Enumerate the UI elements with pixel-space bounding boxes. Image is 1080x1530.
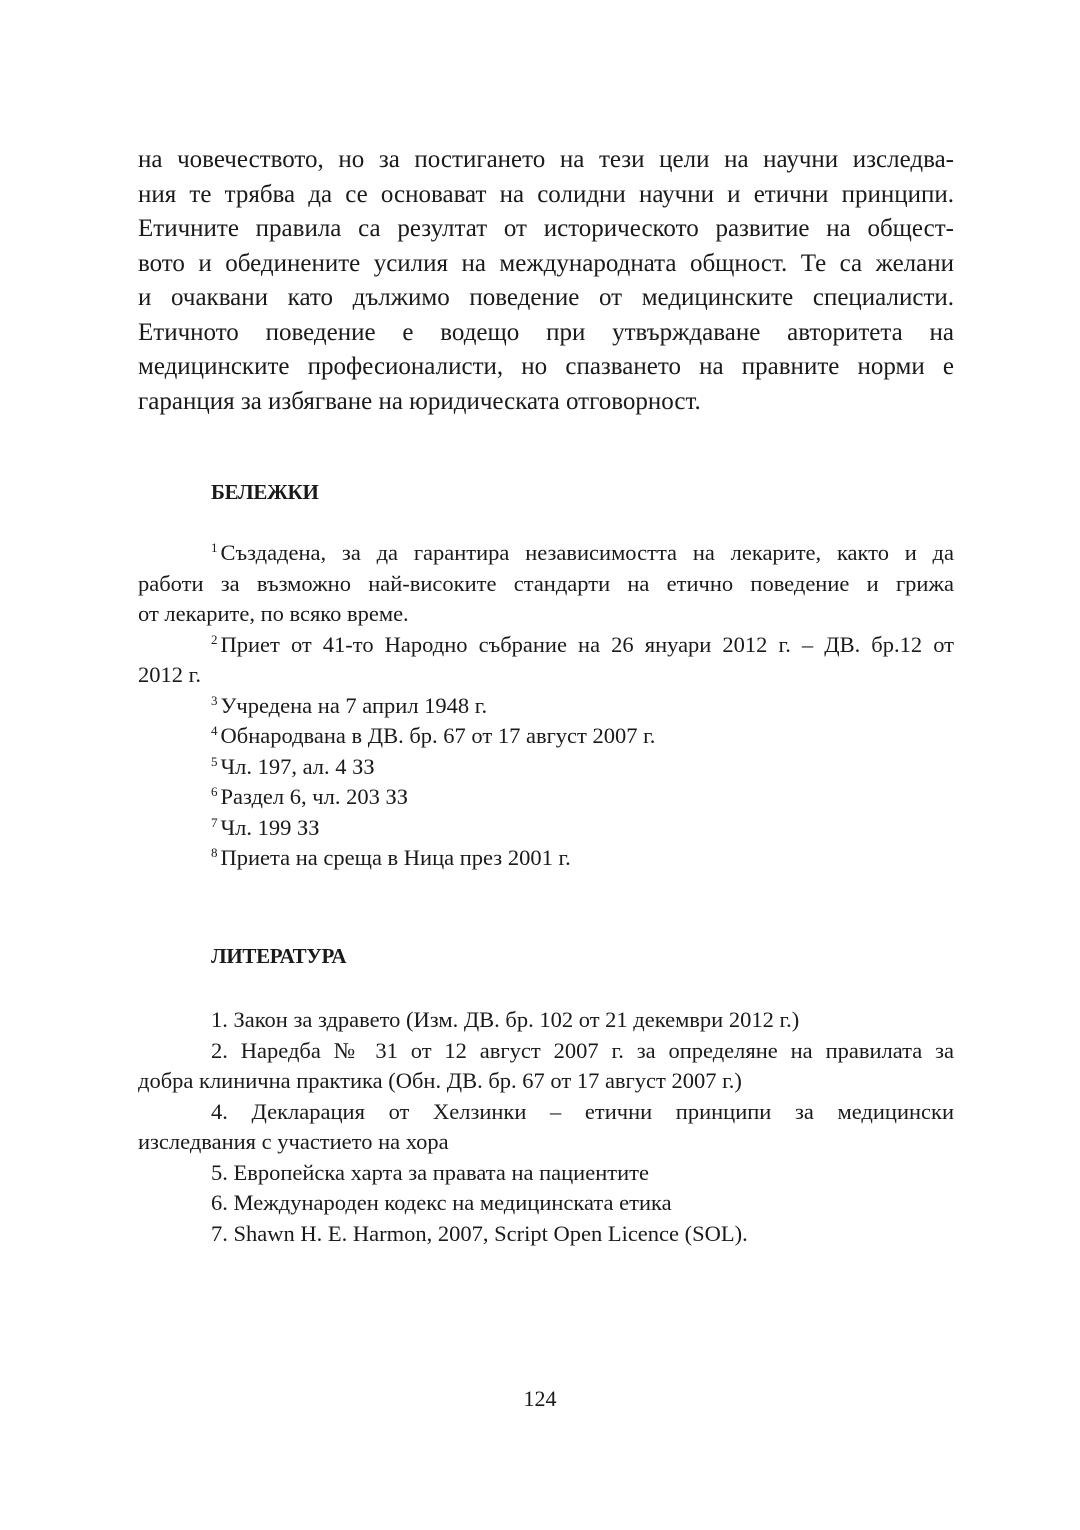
note-text: Чл. 199 ЗЗ <box>220 814 320 840</box>
literature-text: 6. Международен кодекс на медицинската етика <box>211 1190 672 1215</box>
page-content <box>138 143 954 1246</box>
paragraph-line: гаранция за избягване на юридическата отговорност. <box>138 387 701 415</box>
note-number: 7 <box>211 814 218 830</box>
note-text: 2012 г. <box>138 662 201 687</box>
paragraph-line: медицинските професионалисти, но спазването на правните норми е <box>138 353 954 380</box>
literature-list <box>138 1005 954 1249</box>
note-text: от лекарите, по всяко време. <box>138 601 409 626</box>
literature-text: 4. Декларация от Хелзинки – етични принципи за медицински <box>211 1098 954 1124</box>
note-number: 3 <box>211 692 218 708</box>
paragraph-line: Етичното поведение е водещо при утвърждаване авторитета на <box>138 318 954 346</box>
literature-item <box>138 1005 954 1036</box>
page-number: 124 <box>523 1386 557 1411</box>
paragraph-line: Етичните правила са резултат от историческото развитие на общест- <box>138 215 954 242</box>
literature-text: 7. Shawn H. E. Harmon, 2007, Script Open Licence (SOL). <box>211 1220 748 1246</box>
note-item <box>138 843 954 874</box>
note-text: работи за възможно най-високите стандарти на етично поведение и грижа <box>138 570 954 596</box>
paragraph-line: и очаквани като дължимо поведение от медицинските специалисти. <box>138 284 954 311</box>
note-number: 4 <box>211 723 218 738</box>
notes-list <box>138 538 954 874</box>
note-text: Създадена, за да гарантира независимостта на лекарите, както и да <box>220 540 954 565</box>
note-item <box>138 752 954 783</box>
paragraph-line: на човечеството, но за постигането на тези цели на научни изследва- <box>138 146 954 173</box>
note-text: Чл. 197, ал. 4 ЗЗ <box>220 753 375 779</box>
note-number: 1 <box>211 540 218 555</box>
literature-heading: ЛИТЕРАТУРА <box>211 944 347 968</box>
literature-item <box>138 1158 954 1189</box>
note-text: Учредена на 7 април 1948 г. <box>220 692 488 718</box>
literature-text: изследвания с участието на хора <box>138 1129 449 1154</box>
main-paragraph <box>138 143 954 419</box>
literature-item <box>138 1188 954 1219</box>
note-item <box>138 721 954 752</box>
note-item <box>138 538 954 630</box>
note-item <box>138 630 954 691</box>
note-text: Приет от 41-то Народно събрание на 26 януари 2012 г. – ДВ. бр.12 от <box>220 631 954 657</box>
note-number: 2 <box>211 631 218 647</box>
note-number: 5 <box>211 753 218 769</box>
note-item <box>138 691 954 722</box>
note-text: Обнародвана в ДВ. бр. 67 от 17 август 2007 г. <box>220 723 656 748</box>
note-item <box>138 813 954 844</box>
note-text: Раздел 6, чл. 203 ЗЗ <box>220 784 408 809</box>
paragraph-line: ния те трябва да се основават на солидни научни и етични принципи. <box>138 180 954 208</box>
literature-text: 2. Наредба № 31 от 12 август 2007 г. за определяне на правилата за <box>211 1037 954 1063</box>
note-text: Приета на среща в Ница през 2001 г. <box>220 845 571 870</box>
literature-item <box>138 1097 954 1158</box>
literature-text: 5. Европейска харта за правата на пациентите <box>211 1159 649 1185</box>
note-number: 8 <box>211 845 218 860</box>
literature-text: 1. Закон за здравето (Изм. ДВ. бр. 102 от 21 декември 2012 г.) <box>211 1007 800 1032</box>
paragraph-line: вото и обединените усилия на международната общност. Те са желани <box>138 249 954 277</box>
literature-text: добра клинична практика (Обн. ДВ. бр. 67 от 17 август 2007 г.) <box>138 1068 742 1093</box>
notes-heading: БЕЛЕЖКИ <box>211 480 319 504</box>
literature-item <box>138 1036 954 1097</box>
literature-item <box>138 1219 954 1250</box>
note-item <box>138 782 954 813</box>
note-number: 6 <box>211 784 218 799</box>
